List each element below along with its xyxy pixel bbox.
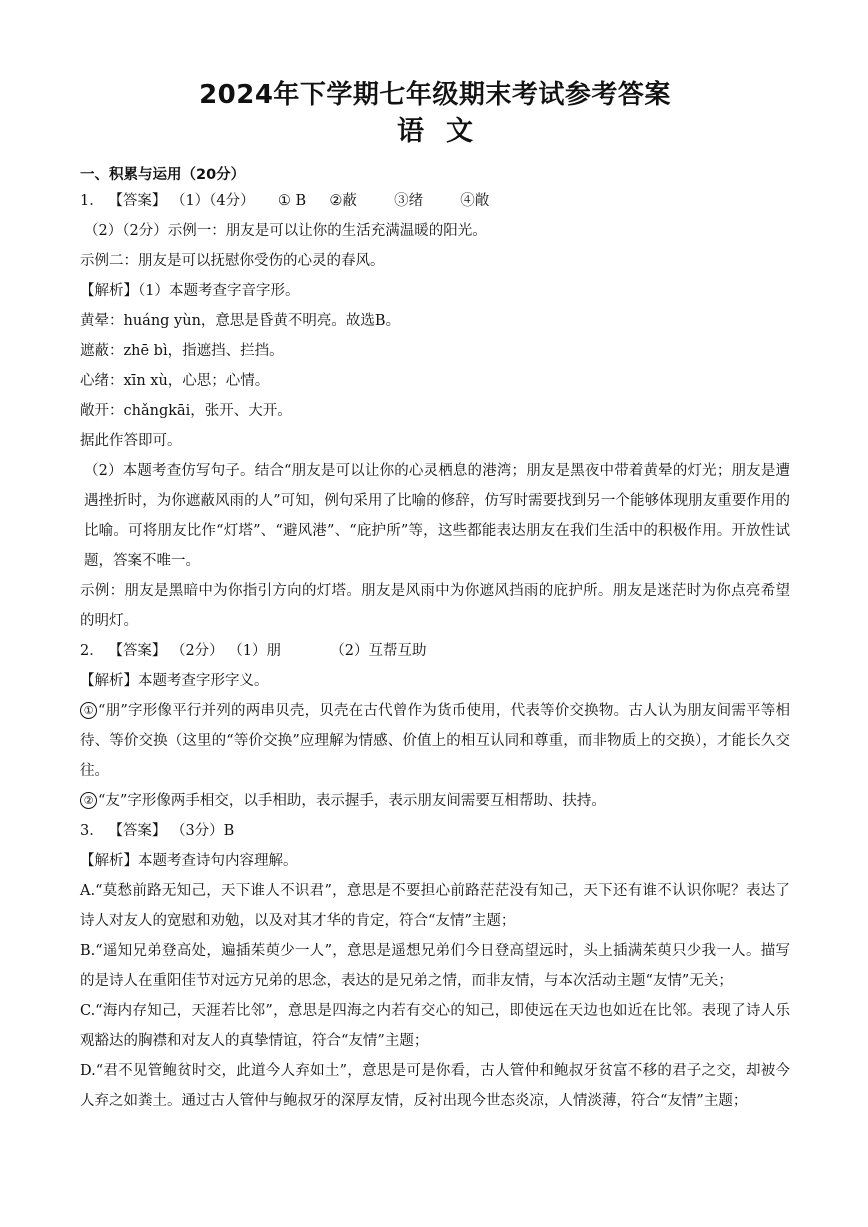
- q1-part1-score: （1）（4分）: [170, 193, 255, 209]
- document-title: 2024年下学期七年级期末考试参考答案: [199, 80, 671, 110]
- q1-analysis-item-2: 遮蔽：zhē bì，指遮挡、拦挡。: [80, 343, 284, 359]
- section-heading-accumulation: 一、积累与运用（20分）: [80, 167, 246, 183]
- q3-answer: （3分）B: [170, 823, 235, 839]
- q1-number: 1．: [80, 193, 104, 209]
- q1-opt2-answer: 蔽: [342, 193, 357, 209]
- q2-answer-2: （2）互帮互助: [330, 643, 427, 659]
- q1-analysis-conclusion: 据此作答即可。: [80, 433, 182, 449]
- q1-analysis-item-1: 黄晕：huáng yùn，意思是昏黄不明亮。故选B。: [80, 313, 401, 329]
- q1-opt3-mark: ③: [394, 193, 409, 209]
- q3-answer-tag: 【答案】: [108, 823, 167, 839]
- q3-option-c: C.“海内存知己，天涯若比邻”，意思是四海之内若有交心的知己，即使远在天边也如近在比邻。表现了诗人乐观豁达的胸襟和对友人的真挚情谊，符合“友情”主题；: [80, 1003, 790, 1049]
- subject-title: 语文: [397, 116, 495, 147]
- q1-analysis-item-3: 心绪：xīn xù，心思；心情。: [80, 373, 270, 389]
- q3-option-a: A.“莫愁前路无知己，天下谁人不识君”，意思是不要担心前路茫茫没有知己，天下还有谁不认识你呢？表达了诗人对友人的宽慰和劝勉，以及对其才华的肯定，符合“友情”主题；: [80, 883, 790, 929]
- q3-number: 3．: [80, 823, 104, 839]
- q1-opt1-mark: ①: [277, 193, 291, 209]
- q2-score: （2分）: [170, 643, 224, 659]
- q2-answer-line: [80, 636, 790, 666]
- q3-option-b: B.“遥知兄弟登高处，遍插茱萸少一人”，意思是遥想兄弟们今日登高望远时，头上插满茱萸只少我一人。描写的是诗人在重阳佳节对远方兄弟的思念，表达的是兄弟之情，而非友情，与本次活动主题“友情”无关；: [80, 943, 790, 989]
- q2-point-2-mark: ②: [80, 792, 97, 809]
- q1-analysis-intro: 【解析】（1）本题考查字音字形。: [80, 283, 300, 299]
- q3-answer-line: [80, 816, 790, 846]
- q1-opt4-answer: 敞: [474, 193, 490, 209]
- q2-number: 2．: [80, 643, 104, 659]
- q1-analysis-item-4: 敞开：chǎngkāi，张开、大开。: [80, 403, 292, 419]
- q1-opt3-answer: 绪: [408, 193, 424, 209]
- q1-answer-tag: 【答案】: [108, 193, 167, 209]
- q1-final-example: 示例：朋友是黑暗中为你指引方向的灯塔。朋友是风雨中为你遮风挡雨的庇护所。朋友是迷茫时为你点亮希望的明灯。: [80, 583, 790, 629]
- q1-opt4-mark: ④: [460, 193, 475, 209]
- q2-analysis-intro: 【解析】本题考查字形字义。: [80, 673, 269, 689]
- q2-point-1-mark: ①: [80, 702, 97, 719]
- q2-answer-tag: 【答案】: [108, 643, 167, 659]
- q2-point-2-text: “友”字形像两手相交，以手相助，表示握手，表示朋友间需要互相帮助、扶持。: [98, 793, 606, 809]
- q3-analysis-intro: 【解析】本题考查诗句内容理解。: [80, 853, 298, 869]
- q1-answer-line: [80, 186, 790, 216]
- q2-answer-1: （1）朋: [228, 643, 282, 659]
- q2-point-2: [80, 786, 790, 816]
- q2-point-1: [80, 696, 790, 786]
- q1-opt1-answer: B: [295, 193, 307, 209]
- q1-opt2-mark: ②: [329, 193, 343, 209]
- q1-part2-example2: 示例二：朋友是可以抚慰你受伤的心灵的春风。: [80, 253, 385, 269]
- q1-part2-example1: （2）（2分）示例一：朋友是可以让你的生活充满温暖的阳光。: [84, 223, 487, 239]
- q3-option-d: D.“君不见管鲍贫时交，此道今人弃如土”，意思是可是你看，古人管仲和鲍叔牙贫富不移的君子之交，却被今人弃之如粪土。通过古人管仲与鲍叔牙的深厚友情，反衬出现今世态炎凉，人情淡薄，符合“友情”主题；: [80, 1063, 790, 1109]
- q2-point-1-text: “朋”字形像平行并列的两串贝壳，贝壳在古代曾作为货币使用，代表等价交换物。古人认为朋友间需平等相待、等价交换（这里的“等价交换”应理解为情感、价值上的相互认同和尊重，而非物质上的交换），才能长久交往。: [80, 703, 790, 779]
- q1-analysis-part2: （2）本题考查仿写句子。结合“朋友是可以让你的心灵栖息的港湾；朋友是黑夜中带着黄晕的灯光；朋友是遭遇挫折时，为你遮蔽风雨的人”可知，例句采用了比喻的修辞，仿写时需要找到另一个能够体现朋友重要作用的比喻。可将朋友比作“灯塔”、“避风港”、“庇护所”等，这些都能表达朋友在我们生活中的积极作用。开放性试题，答案不唯一。: [84, 463, 790, 569]
